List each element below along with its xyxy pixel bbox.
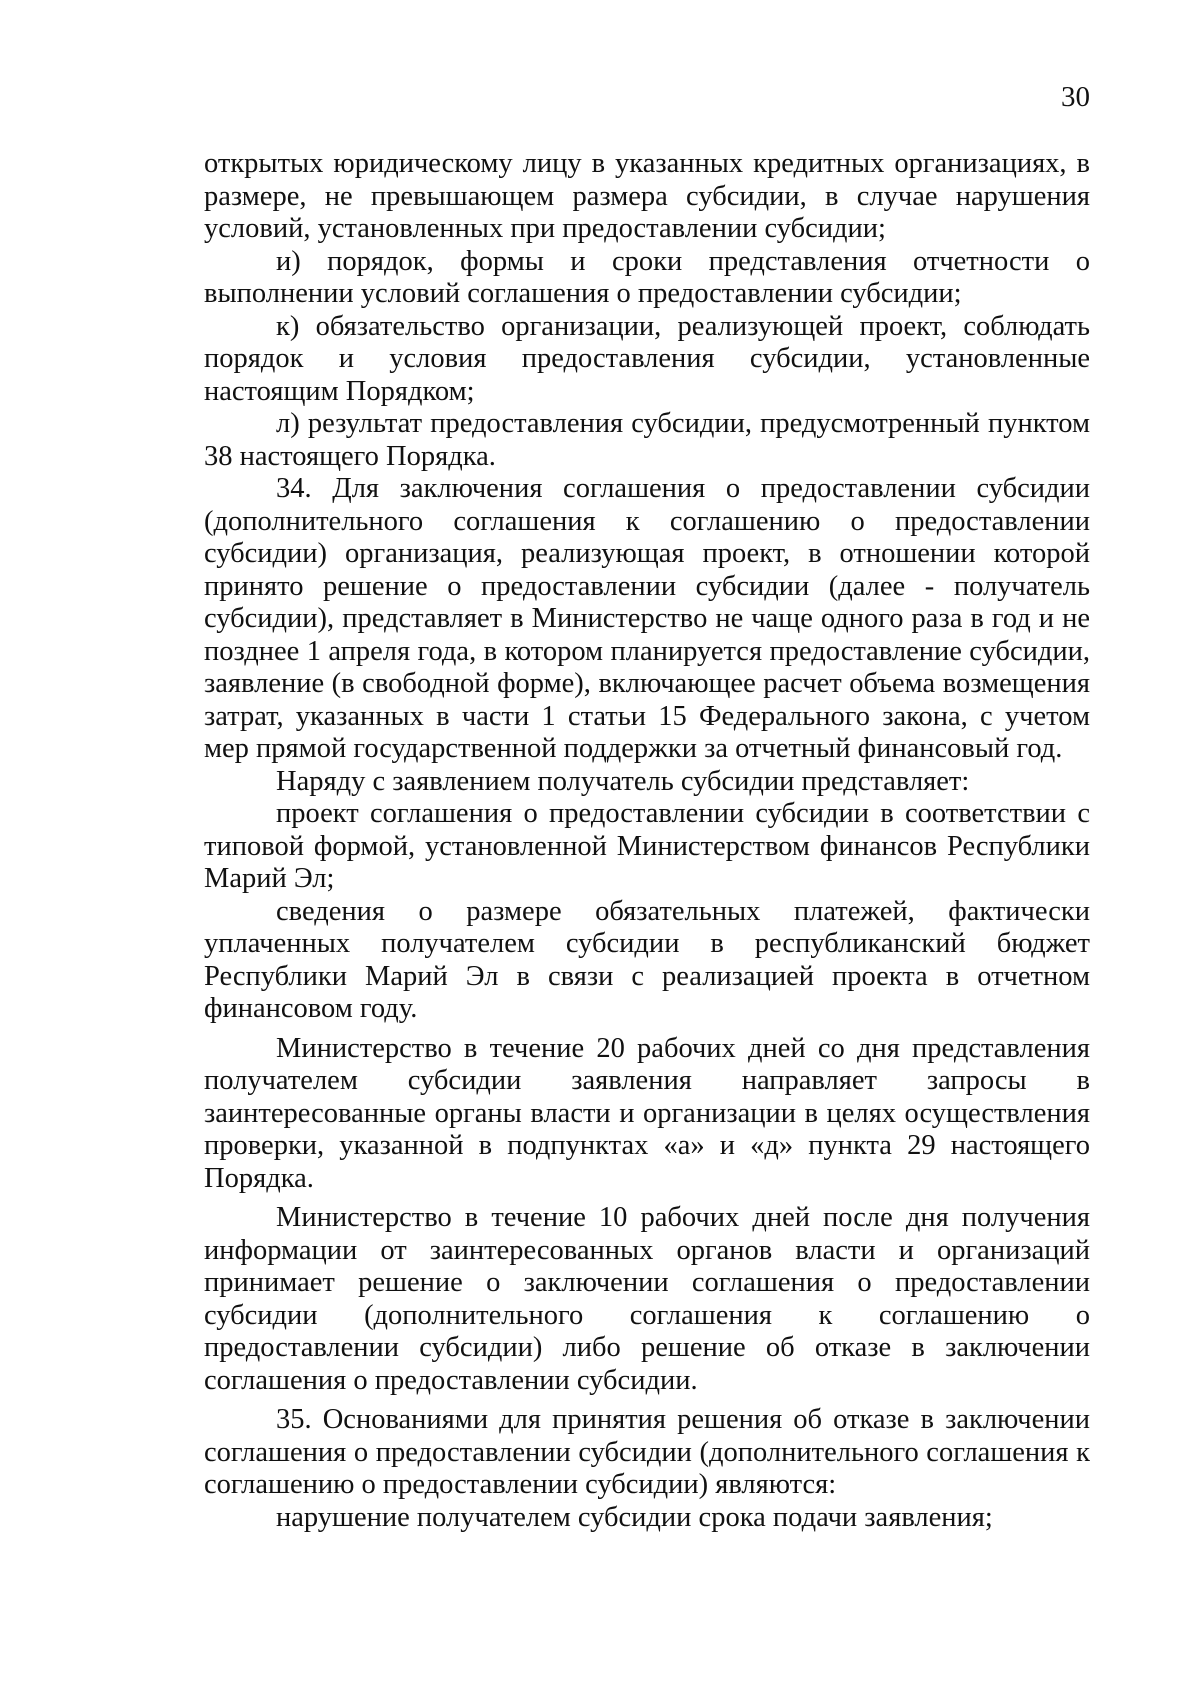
page-number: 30 (1061, 81, 1090, 113)
document-body (204, 148, 1090, 1534)
paragraph-additional-documents: Наряду с заявлением получатель субсидии представляет: (276, 765, 970, 797)
paragraph-draft-agreement: проект соглашения о предоставлении субсидии в соответствии с типовой формой, установленной Министерством финансов Республики Марий Эл; (204, 798, 1090, 894)
paragraph-35: 35. Основаниями для принятия решения об отказе в заключении соглашения о предоставлении субсидии (дополнительного соглашения к соглашению о предоставлении субсидии) являются: (204, 1404, 1090, 1500)
paragraph-ministry-requests: Министерство в течение 20 рабочих дней со дня представления получателем субсидии заявления направляет запросы в заинтересованные органы власти и организации в целях осуществления проверки, указанной в подпунктах «а» и «д» пункта 29 настоящего Порядка. (204, 1032, 1090, 1194)
paragraph-payments-info: сведения о размере обязательных платежей, фактически уплаченных получателем субсидии в республиканский бюджет Республики Марий Эл в связи с реализацией проекта в отчетном финансовом году. (204, 895, 1090, 1024)
paragraph-ministry-decision: Министерство в течение 10 рабочих дней после дня получения информации от заинтересованных органов власти и организаций принимает решение о заключении соглашения о предоставлении субсидии (дополнительного соглашения к соглашению о предоставлении субсидии) либо решение об отказе в заключении соглашения о предоставлении субсидии. (204, 1202, 1090, 1396)
paragraph-violation-deadline: нарушение получателем субсидии срока подачи заявления; (276, 1501, 993, 1533)
paragraph-item-k: к) обязательство организации, реализующей проект, соблюдать порядок и условия предоставления субсидии, установленные настоящим Порядком; (204, 310, 1090, 407)
paragraph-item-i: и) порядок, формы и сроки представления отчетности о выполнении условий соглашения о предоставлении субсидии; (204, 245, 1090, 309)
paragraph-34: 34. Для заключения соглашения о предоставлении субсидии (дополнительного соглашения к соглашению о предоставлении субсидии) организация, реализующая проект, в отношении которой принято решение о предоставлении субсидии (далее - получатель субсидии), представляет в Министерство не чаще одного раза в год и не позднее 1 апреля года, в котором планируется предоставление субсидии, заявление (в свободной форме), включающее расчет объема возмещения затрат, указанных в части 1 статьи 15 Федерального закона, с учетом мер прямой государственной поддержки за отчетный финансовый год. (204, 473, 1090, 764)
paragraph-item-l: л) результат предоставления субсидии, предусмотренный пунктом 38 настоящего Порядка. (204, 408, 1090, 472)
paragraph-continuation: открытых юридическому лицу в указанных кредитных организациях, в размере, не превышающем размера субсидии, в случае нарушения условий, установленных при предоставлении субсидии; (204, 148, 1090, 244)
